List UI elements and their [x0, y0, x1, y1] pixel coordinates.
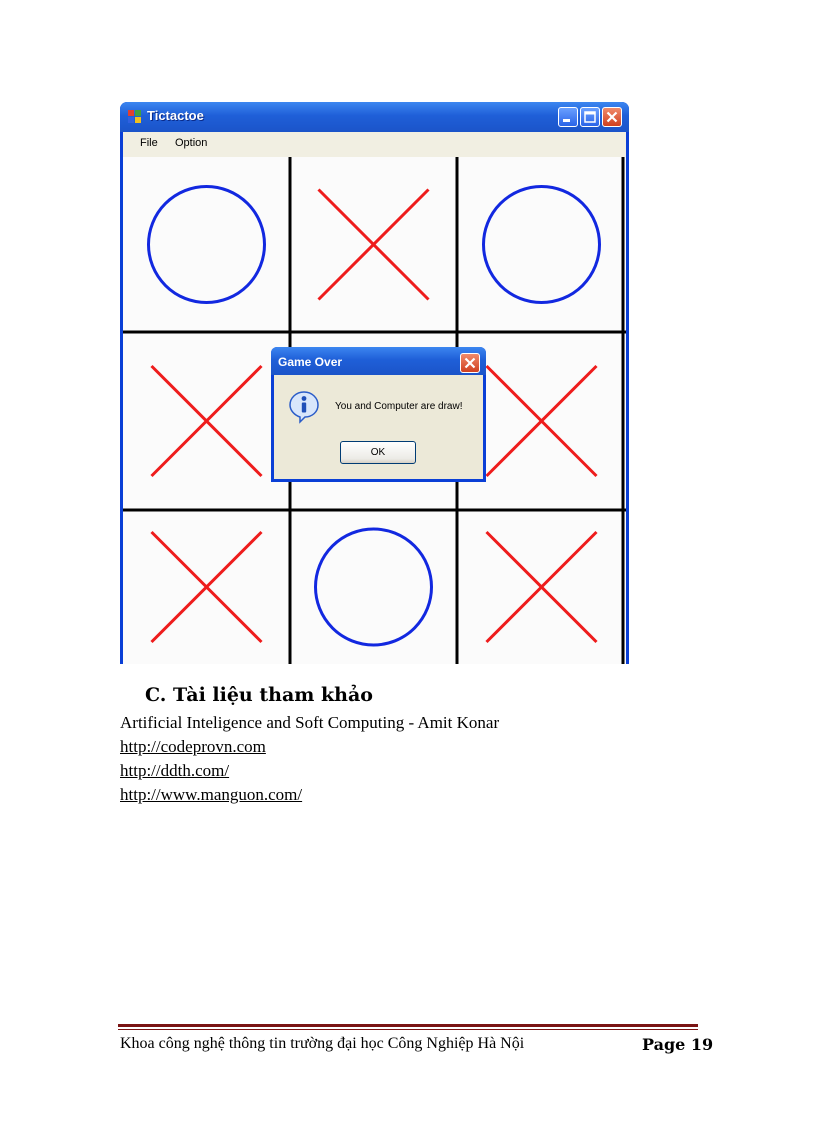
window-titlebar[interactable]	[120, 102, 629, 132]
footer-department: Khoa công nghệ thông tin trường đại học Công Nghiệp Hà Nội	[120, 1035, 525, 1052]
page-number: Page 19	[642, 1035, 714, 1054]
maximize-icon	[581, 108, 599, 126]
close-button[interactable]	[602, 107, 622, 127]
reference-link-manguon[interactable]: http://www.manguon.com/	[120, 785, 303, 804]
info-icon	[288, 390, 320, 424]
section-heading: C. Tài liệu tham khảo	[145, 684, 373, 706]
window-title: Tictactoe	[147, 108, 204, 123]
dialog-titlebar[interactable]	[271, 347, 486, 375]
close-icon	[603, 108, 621, 126]
dialog-close-button[interactable]	[460, 353, 480, 373]
dialog-body	[274, 375, 483, 479]
minimize-icon	[559, 108, 577, 126]
maximize-button[interactable]	[580, 107, 600, 127]
ok-button[interactable]: OK	[340, 441, 416, 464]
game-over-dialog	[271, 347, 486, 482]
close-icon	[461, 354, 479, 372]
minimize-button[interactable]	[558, 107, 578, 127]
reference-link-codeprovn[interactable]: http://codeprovn.com	[120, 737, 266, 756]
app-icon	[128, 110, 142, 124]
menu-file[interactable]: File	[140, 137, 158, 149]
menu-option[interactable]: Option	[175, 137, 208, 149]
dialog-title: Game Over	[278, 355, 343, 369]
menu-bar	[123, 132, 626, 157]
footer-rule-thin	[118, 1029, 698, 1030]
dialog-message: You and Computer are draw!	[335, 401, 463, 412]
reference-link-ddth[interactable]: http://ddth.com/	[120, 761, 230, 780]
footer-rule	[118, 1024, 698, 1027]
reference-book: Artificial Inteligence and Soft Computing - Amit Konar	[120, 713, 500, 732]
